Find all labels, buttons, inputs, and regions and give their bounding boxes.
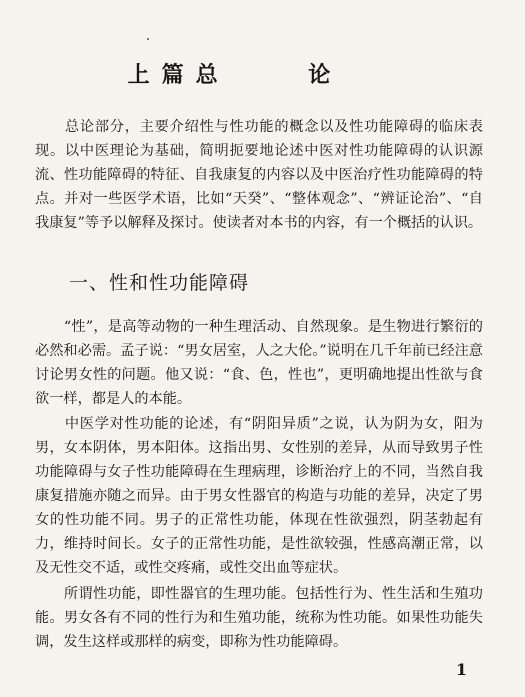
body-paragraph-2: 中医学对性功能的论述，有“阴阳异质”之说，认为阴为女，阳为男，女本阴体，男本阳体。这指出男、女性别的差异，从而导致男子性功能障碍与女子性功能障碍在生理病理，诊断治疗上的不同，当然自我康复措施亦随之而异。由于男女性器官的构造与功能的差异，决定了男女的性功能不同。男子的正常性功能，体现在性欲强烈，阴茎勃起有力，维持时间长。女子的正常性功能，是性欲较强，性感高潮正常，以及无性交不适，或性交疼痛，或性交出血等症状。 xyxy=(35,416,483,576)
chapter-title: 上篇总 论 xyxy=(127,63,343,88)
section-heading: 一、性和性功能障碍 xyxy=(69,272,250,294)
intro-paragraph: 总论部分，主要介绍性与性功能的概念以及性功能障碍的临床表现。以中医理论为基础，简明扼要地论述中医对性功能障碍的认识源流、性功能障碍的特征、自我康复的内容以及中医治疗性功能障碍的特点。并对一些医学术语，比如“天癸”、“整体观念”、“辨证论治”、“自我康复”等予以解释及探讨。使读者对本书的内容，有一个概括的认识。 xyxy=(35,119,483,231)
body-paragraph-3: 所谓性功能，即性器官的生理功能。包括性行为、性生活和生殖功能。男女各有不同的性行为和生殖功能，统称为性功能。如果性功能失调，发生这样或那样的病变，即称为性功能障碍。 xyxy=(35,586,483,650)
page-number: 1 xyxy=(455,660,467,679)
print-speck xyxy=(147,38,149,40)
body-paragraph-1: “性”，是高等动物的一种生理活动、自然现象。是生物进行繁衍的必然和必需。孟子说：“男女居室，人之大伦。”说明在几千年前已经注意讨论男女性的问题。他又说：“食、色，性也”，更明确地提出性欲与食欲一样，都是人的本能。 xyxy=(35,319,483,407)
